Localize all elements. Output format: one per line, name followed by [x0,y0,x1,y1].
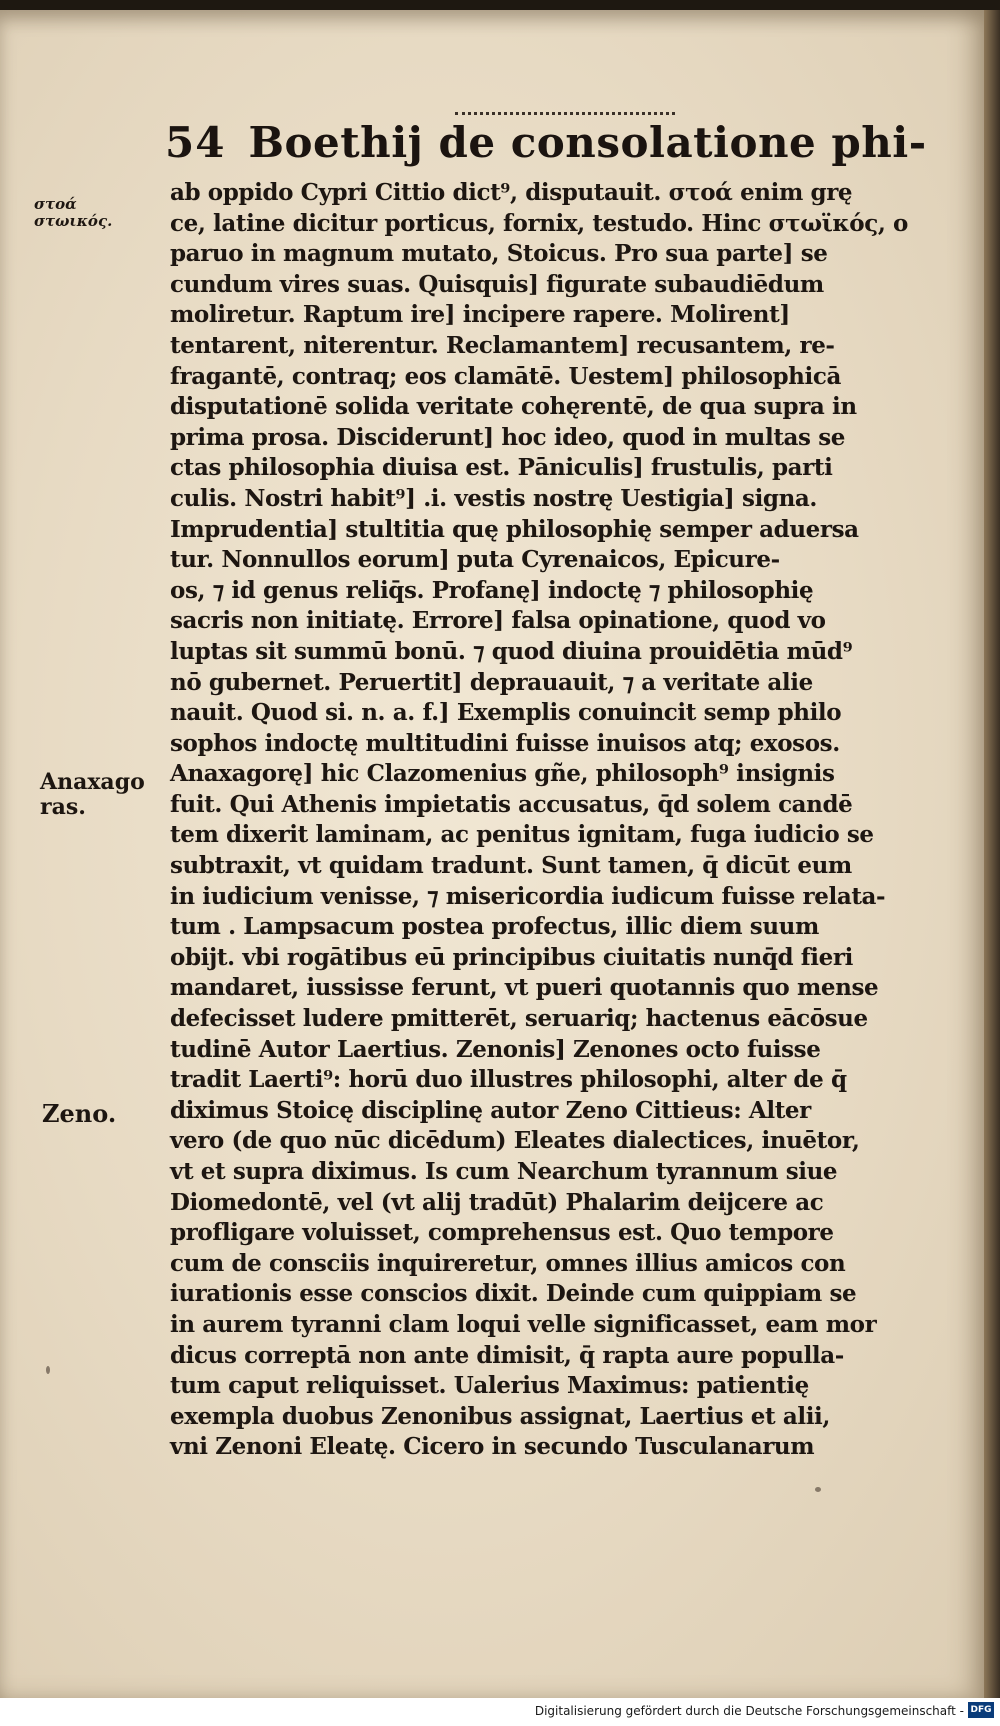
dfg-logo: DFG [968,1702,994,1718]
text-line: vero (de quo nūc dicēdum) Eleates dialectices, inuētor, [170,1127,860,1155]
text-line: subtraxit, vt quidam tradunt. Sunt tamen, q̄ dicūt eum [170,852,852,880]
text-line: ab oppido Cypri Cittio dict⁹, disputauit. στοά enim grę [170,179,853,206]
text-line: cundum vires suas. Quisquis] figurate subaudiēdum [170,270,824,298]
text-line: in aurem tyranni clam loqui velle significasset, eam mor [170,1310,877,1338]
text-line: in iudicium venisse, ⁊ misericordia iudicum fuisse relata- [170,882,886,910]
text-line: tradit Laerti⁹: horū duo illustres philosophi, alter de q̄ [170,1066,847,1094]
text-line: disputationē solida veritate cohęrentē, de qua supra in [170,393,857,421]
text-line: moliretur. Raptum ire] incipere rapere. Molirent] [170,301,790,329]
text-line: iurationis esse conscios dixit. Deinde cum quippiam se [170,1280,857,1308]
text-line: nō gubernet. Peruertit] deprauauit, ⁊ a veritate alie [170,668,813,696]
text-line: Diomedontē, vel (vt alij tradūt) Phalarim deijcere ac [170,1188,824,1216]
text-line: nauit. Quod si. n. a. f.] Exemplis conuincit semp philo [170,699,842,727]
margin-note-stoa [34,196,112,231]
text-line: paruo in magnum mutato, Stoicus. Pro sua parte] se [170,240,828,268]
text-line: profligare voluisset, comprehensus est. Quo tempore [170,1219,834,1247]
text-line: Anaxagorę] hic Clazomenius gñe, philosoph⁹ insignis [170,760,835,788]
text-line: sacris non initiatę. Errore] falsa opinatione, quod vo [170,607,826,635]
text-line: sophos indoctę multitudini fuisse inuisos atq; exosos. [170,729,840,757]
page-number: 54 [165,118,226,167]
text-line: exempla duobus Zenonibus assignat, Laertius et alii, [170,1402,830,1430]
ink-speck [815,1487,821,1492]
text-line: culis. Nostri habit⁹] .i. vestis nostrę Uestigia] signa. [170,484,818,512]
margin-note-line: στοά [34,195,77,213]
text-line: tum caput reliquisset. Ualerius Maximus: patientię [170,1372,809,1400]
margin-note-anaxagoras [40,770,145,821]
margin-note-zeno: Zeno. [42,1099,117,1128]
text-line: defecisset ludere pmitterēt, seruariq; hactenus eācōsue [170,1005,868,1033]
text-line: tum . Lampsacum postea profectus, illic diem suum [170,913,819,941]
ink-speck [46,1366,50,1374]
text-line: luptas sit summū bonū. ⁊ quod diuina prouidētia mūd⁹ [170,637,853,665]
text-line: tudinē Autor Laertius. Zenonis] Zenones octo fuisse [170,1035,821,1063]
text-line: diximus Stoicę disciplinę autor Zeno Cittieus: Alter [170,1096,811,1124]
text-line: ctas philosophia diuisa est. Pāniculis] frustulis, parti [170,454,833,482]
text-line: ce, latine dicitur porticus, fornix, testudo. Hinc στωϊκός, o [170,209,908,237]
margin-note-line: στωικός. [34,212,113,231]
text-line: cum de consciis inquireretur, omnes illius amicos con [170,1249,846,1277]
text-line: mandaret, iussisse ferunt, vt pueri quotannis quo mense [170,974,879,1002]
running-head-title: Boethij de consolatione phi- [248,118,927,167]
text-line: fragantē, contraq; eos clamātē. Uestem] philosophicā [170,362,841,390]
text-line: prima prosa. Disciderunt] hoc ideo, quod in multas se [170,423,845,451]
text-line: dicus correptā non ante dimisit, q̄ rapta aure populla- [170,1341,844,1369]
margin-note-line: Anaxago [40,769,145,795]
running-head [165,118,927,174]
book-binding-edge [984,10,1000,1698]
digitization-credit: Digitalisierung gefördert durch die Deutsche Forschungsgemeinschaft - [534,1704,964,1718]
text-line: tur. Nonnullos eorum] puta Cyrenaicos, Epicure- [170,546,780,574]
text-line: obijt. vbi rogātibus eū principibus ciuitatis nunq̄d fieri [170,943,853,971]
text-line: vni Zenoni Eleatę. Cicero in secundo Tusculanarum [170,1433,815,1461]
margin-note-line: ras. [40,794,86,821]
text-line: Imprudentia] stultitia quę philosophię semper aduersa [170,515,859,543]
text-line: tentarent, niterentur. Reclamantem] recusantem, re- [170,331,835,359]
commentary-text-block [170,178,920,1463]
text-line: os, ⁊ id genus reliq̄s. Profanę] indoctę ⁊ philosophię [170,576,814,604]
text-line: fuit. Qui Athenis impietatis accusatus, q̄d solem candē [170,790,853,818]
text-line: tem dixerit laminam, ac penitus ignitam, fuga iudicio se [170,821,874,849]
text-line: vt et supra diximus. Is cum Nearchum tyrannum siue [170,1158,838,1185]
